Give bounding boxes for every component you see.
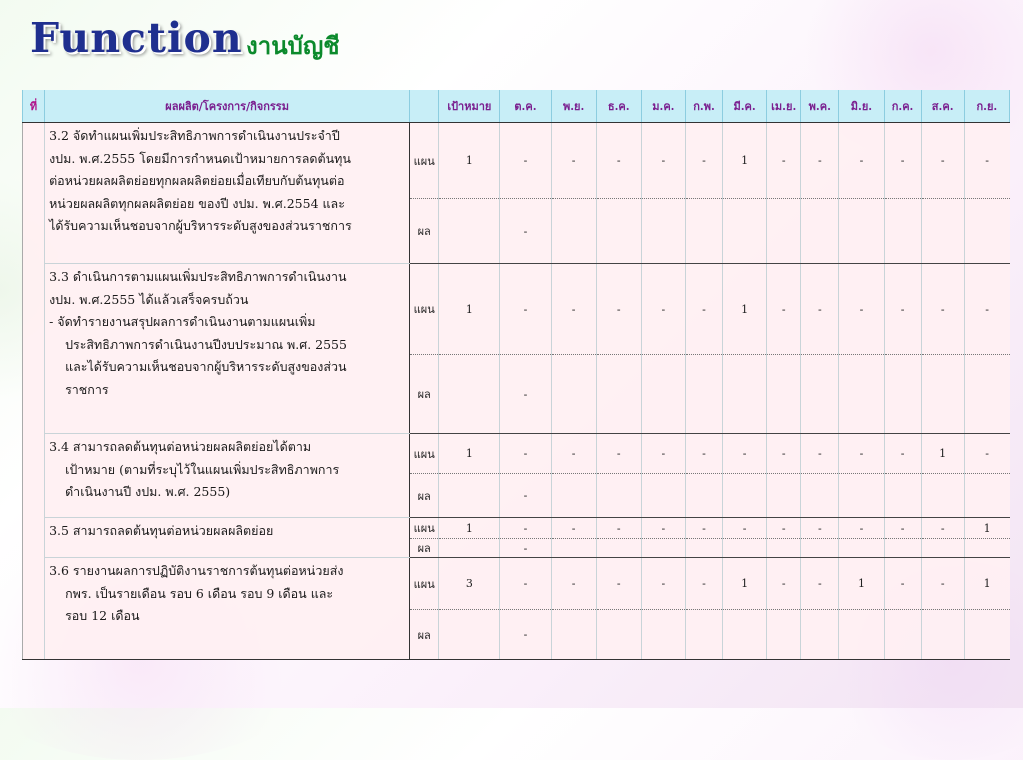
header-cell: ส.ค. [921, 90, 964, 123]
header-cell [410, 90, 439, 123]
header-cell: พ.ค. [801, 90, 839, 123]
activity-line: รอบ 12 เดือน [65, 608, 140, 623]
table-row-plan [23, 264, 1010, 355]
result-value-cell [884, 474, 921, 518]
result-value-cell [723, 355, 767, 434]
plan-value-cell: - [801, 123, 839, 199]
activity-line: หน่วยผลผลิตทุกผลผลิตย่อย ของปี งปม. พ.ศ.2554 และ [49, 195, 345, 211]
plan-value-cell: - [641, 518, 685, 539]
result-value-cell [641, 355, 685, 434]
result-value-cell [551, 610, 596, 660]
plan-value-cell: 1 [439, 264, 500, 355]
result-value-cell [723, 199, 767, 264]
result-value-cell [551, 474, 596, 518]
plan-value-cell: - [964, 264, 1009, 355]
plan-value-cell: - [839, 264, 884, 355]
activity-line: 3.4 สามารถลดต้นทุนต่อหน่วยผลผลิตย่อยได้ตาม [49, 439, 312, 454]
header-cell: ม.ค. [641, 90, 685, 123]
slide-subtitle: งานบัญชี [246, 31, 340, 60]
result-value-cell [685, 199, 722, 264]
result-value-cell [884, 610, 921, 660]
result-value-cell [685, 610, 722, 660]
activity-line: งปม. พ.ศ.2555 โดยมีการกำหนดเป้าหมายการลดต้นทุน [49, 150, 351, 166]
plan-value-cell: - [921, 123, 964, 199]
result-label: ผล [410, 474, 439, 518]
activity-line: กพร. เป็นรายเดือน รอบ 6 เดือน รอบ 9 เดือน และ [65, 585, 334, 601]
plan-value-cell: - [596, 123, 641, 199]
plan-value-cell: - [641, 264, 685, 355]
plan-value-cell: - [767, 264, 801, 355]
activity-description-cell [45, 434, 410, 518]
activity-description-cell [45, 558, 410, 660]
header-cell: เม.ย. [767, 90, 801, 123]
result-value-cell [839, 539, 884, 558]
result-value-cell [964, 355, 1009, 434]
activity-line: 3.2 จัดทำแผนเพิ่มประสิทธิภาพการดำเนินงานประจำปี [49, 128, 340, 143]
activity-line: ดำเนินงานปี งปม. พ.ศ. 2555) [65, 484, 231, 499]
result-value-cell [801, 199, 839, 264]
plan-value-cell: - [641, 434, 685, 474]
activity-line: เป้าหมาย (ตามที่ระบุไว้ในแผนเพิ่มประสิทธิภาพการ [65, 461, 340, 477]
plan-value-cell: - [551, 123, 596, 199]
result-value-cell: - [500, 355, 551, 434]
result-value-cell [801, 539, 839, 558]
result-value-cell [551, 355, 596, 434]
plan-value-cell: - [596, 264, 641, 355]
result-value-cell [641, 539, 685, 558]
activity-description-cell [45, 518, 410, 558]
result-value-cell [723, 474, 767, 518]
result-value-cell [596, 199, 641, 264]
result-value-cell [884, 539, 921, 558]
result-value-cell [596, 355, 641, 434]
plan-value-cell: 1 [921, 434, 964, 474]
table-body [23, 123, 1010, 660]
plan-label: แผน [410, 434, 439, 474]
plan-value-cell: 1 [839, 558, 884, 610]
plan-label: แผน [410, 558, 439, 610]
header-cell: มิ.ย. [839, 90, 884, 123]
result-value-cell: - [500, 610, 551, 660]
row-number-cell [23, 123, 45, 660]
activity-description-cell [45, 123, 410, 264]
plan-value-cell: - [685, 434, 722, 474]
plan-value-cell: - [767, 518, 801, 539]
result-value-cell [921, 474, 964, 518]
plan-value-cell: 1 [723, 264, 767, 355]
result-value-cell: - [500, 474, 551, 518]
slide-title: Function [30, 14, 243, 62]
result-value-cell [596, 610, 641, 660]
result-value-cell [723, 539, 767, 558]
plan-value-cell: - [884, 264, 921, 355]
header-cell: ก.ค. [884, 90, 921, 123]
plan-value-cell: - [551, 558, 596, 610]
plan-value-cell: - [767, 123, 801, 199]
plan-value-cell: - [551, 264, 596, 355]
plan-value-cell: - [685, 123, 722, 199]
plan-value-cell: - [884, 123, 921, 199]
header-cell: ธ.ค. [596, 90, 641, 123]
result-label: ผล [410, 355, 439, 434]
header-cell: เป้าหมาย [439, 90, 500, 123]
plan-value-cell: - [884, 434, 921, 474]
result-value-cell [641, 610, 685, 660]
table-row-plan [23, 123, 1010, 199]
activity-line: และได้รับความเห็นชอบจากผู้บริหารระดับสูงของส่วน [65, 359, 347, 374]
activity-line: 3.3 ดำเนินการตามแผนเพิ่มประสิทธิภาพการดำเนินงาน [49, 269, 347, 284]
result-value-cell [884, 199, 921, 264]
result-value-cell [839, 474, 884, 518]
result-value-cell [767, 474, 801, 518]
result-value-cell [439, 199, 500, 264]
header-cell: พ.ย. [551, 90, 596, 123]
plan-value-cell: - [884, 558, 921, 610]
plan-value-cell: 1 [439, 123, 500, 199]
header-cell: ต.ค. [500, 90, 551, 123]
plan-value-cell: - [596, 434, 641, 474]
result-value-cell [839, 610, 884, 660]
result-value-cell [439, 610, 500, 660]
plan-value-cell: 1 [723, 123, 767, 199]
table-header-row [23, 90, 1010, 123]
plan-value-cell: - [964, 434, 1009, 474]
result-value-cell [641, 199, 685, 264]
plan-value-cell: - [839, 434, 884, 474]
plan-value-cell: 1 [723, 558, 767, 610]
plan-value-cell: - [801, 264, 839, 355]
result-value-cell: - [500, 539, 551, 558]
plan-value-cell: - [685, 264, 722, 355]
result-label: ผล [410, 539, 439, 558]
plan-value-cell: - [884, 518, 921, 539]
result-value-cell [641, 474, 685, 518]
result-value-cell [596, 539, 641, 558]
result-value-cell [839, 199, 884, 264]
plan-value-cell: - [551, 518, 596, 539]
result-value-cell [964, 539, 1009, 558]
plan-value-cell: 3 [439, 558, 500, 610]
table-row-plan [23, 518, 1010, 539]
activity-description-cell [45, 264, 410, 434]
result-value-cell [884, 355, 921, 434]
result-value-cell [767, 355, 801, 434]
plan-value-cell: - [500, 518, 551, 539]
plan-value-cell: - [685, 518, 722, 539]
plan-value-cell: - [641, 123, 685, 199]
result-value-cell [767, 610, 801, 660]
result-value-cell [921, 355, 964, 434]
plan-label: แผน [410, 264, 439, 355]
plan-value-cell: - [801, 518, 839, 539]
plan-value-cell: - [767, 558, 801, 610]
result-label: ผล [410, 199, 439, 264]
result-value-cell [801, 474, 839, 518]
table-row-plan [23, 434, 1010, 474]
plan-value-cell: - [641, 558, 685, 610]
result-value-cell [801, 610, 839, 660]
header-cell: ก.ย. [964, 90, 1009, 123]
result-value-cell [921, 539, 964, 558]
result-value-cell [551, 199, 596, 264]
plan-value-cell: 1 [439, 518, 500, 539]
result-value-cell [439, 355, 500, 434]
result-value-cell [964, 610, 1009, 660]
result-value-cell [685, 539, 722, 558]
plan-value-cell: - [596, 558, 641, 610]
result-value-cell [767, 199, 801, 264]
plan-value-cell: - [685, 558, 722, 610]
result-value-cell [596, 474, 641, 518]
plan-value-cell: - [500, 123, 551, 199]
result-value-cell [439, 539, 500, 558]
result-value-cell [964, 474, 1009, 518]
result-value-cell [839, 355, 884, 434]
result-value-cell [685, 474, 722, 518]
plan-value-cell: - [723, 434, 767, 474]
result-value-cell [801, 355, 839, 434]
plan-label: แผน [410, 123, 439, 199]
plan-label: แผน [410, 518, 439, 539]
header-cell: มี.ค. [723, 90, 767, 123]
header-cell: ก.พ. [685, 90, 722, 123]
plan-value-cell: 1 [964, 558, 1009, 610]
activity-line: ราชการ [65, 381, 109, 397]
plan-result-table [22, 90, 1010, 660]
plan-value-cell: - [500, 264, 551, 355]
activity-line: ได้รับความเห็นชอบจากผู้บริหารระดับสูงของส่วนราชการ [49, 218, 352, 233]
plan-value-cell: - [839, 123, 884, 199]
header-cell: ที่ [23, 90, 45, 123]
result-label: ผล [410, 610, 439, 660]
plan-value-cell: - [596, 518, 641, 539]
result-value-cell [921, 199, 964, 264]
result-value-cell [439, 474, 500, 518]
plan-value-cell: - [723, 518, 767, 539]
activity-line: งปม. พ.ศ.2555 ได้แล้วเสร็จครบถ้วน [49, 291, 249, 307]
plan-value-cell: - [839, 518, 884, 539]
plan-value-cell: - [767, 434, 801, 474]
activity-line: 3.5 สามารถลดต้นทุนต่อหน่วยผลผลิตย่อย [49, 523, 274, 538]
result-value-cell [767, 539, 801, 558]
plan-value-cell: 1 [439, 434, 500, 474]
activity-line: ต่อหน่วยผลผลิตย่อยทุกผลผลิตย่อยเมื่อเทียบกับต้นทุนต่อ [49, 173, 345, 188]
plan-value-cell: - [921, 558, 964, 610]
activity-line: 3.6 รายงานผลการปฏิบัติงานราชการต้นทุนต่อหน่วยส่ง [49, 563, 344, 578]
plan-value-cell: - [921, 264, 964, 355]
result-value-cell [551, 539, 596, 558]
activity-line: - จัดทำรายงานสรุปผลการดำเนินงานตามแผนเพิ่ม [49, 314, 316, 329]
plan-value-cell: - [500, 558, 551, 610]
result-value-cell [723, 610, 767, 660]
result-value-cell [964, 199, 1009, 264]
plan-value-cell: - [801, 434, 839, 474]
plan-value-cell: - [921, 518, 964, 539]
plan-value-cell: 1 [964, 518, 1009, 539]
plan-value-cell: - [500, 434, 551, 474]
activity-line: ประสิทธิภาพการดำเนินงานปีงบประมาณ พ.ศ. 2555 [65, 336, 347, 352]
result-value-cell [921, 610, 964, 660]
plan-value-cell: - [801, 558, 839, 610]
header-cell: ผลผลิต/โครงการ/กิจกรรม [45, 90, 410, 123]
table-row-plan [23, 558, 1010, 610]
result-value-cell: - [500, 199, 551, 264]
result-value-cell [685, 355, 722, 434]
plan-value-cell: - [551, 434, 596, 474]
plan-value-cell: - [964, 123, 1009, 199]
